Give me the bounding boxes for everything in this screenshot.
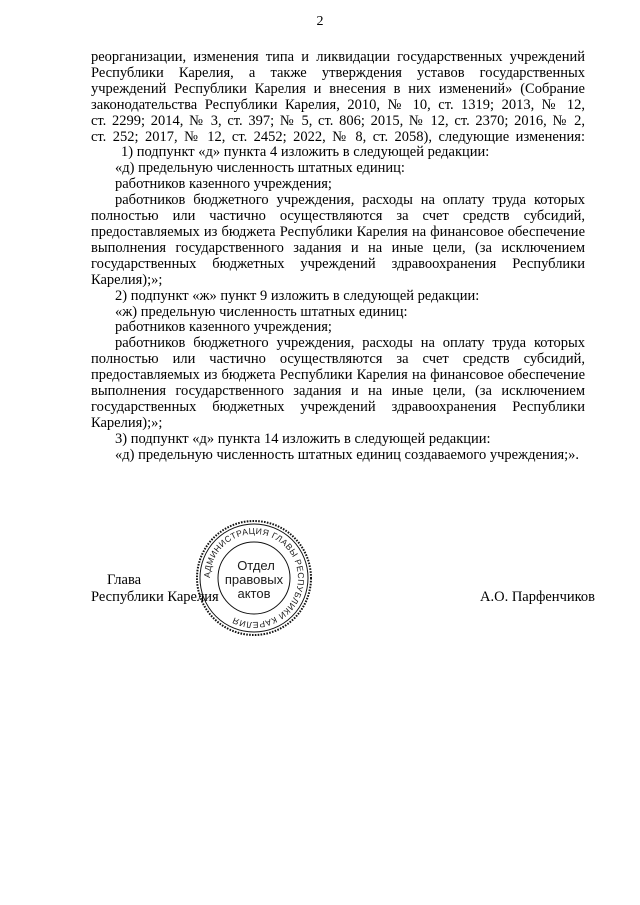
paragraph-line: Республики Карелия, а также утверждения уставов государственных: [91, 64, 585, 81]
signature-name: А.О. Парфенчиков: [480, 589, 596, 605]
page-number: 2: [316, 14, 324, 29]
stamp-line-2: правовых: [224, 572, 284, 587]
paragraph-line: учреждений Республики Карелия и внесения в них изменений» (Собрание: [91, 80, 585, 97]
paragraph: «ж) предельную численность штатных единиц:: [115, 303, 408, 320]
stamp-ring-text: АДМИНИСТРАЦИЯ ГЛАВЫ РЕСПУБЛИКИ КАРЕЛИЯ: [201, 525, 307, 631]
stamp-graphic: [194, 518, 314, 638]
stamp-line-1: Отдел: [237, 558, 275, 573]
paragraph: 1) подпункт «д» пункта 4 изложить в следующей редакции:: [121, 144, 490, 161]
paragraph: работников бюджетного учреждения, расходы на оплату труда которых полностью или частично осуществляются за счет средств субсидий, предоставляемых из бюджета Республики Карелия на финансовое обеспечение выполнения государственного задания и на иные цели, (за исключением государственных бюджетных учреждений здравоохранения Республики Карелия);»;: [91, 192, 585, 288]
paragraph: работников казенного учреждения;: [115, 319, 332, 336]
paragraph-line: законодательства Республики Карелия, 2010, № 10, ст. 1319; 2013, № 12,: [91, 96, 585, 113]
paragraph: 2) подпункт «ж» пункт 9 изложить в следующей редакции:: [115, 287, 480, 304]
paragraph-line: ст. 2299; 2014, № 3, ст. 397; № 5, ст. 806; 2015, № 12, ст. 2370; 2016, № 2,: [91, 112, 585, 129]
document-body: [91, 50, 585, 464]
official-stamp: [194, 518, 314, 638]
paragraph: 3) подпункт «д» пункта 14 изложить в следующей редакции:: [115, 430, 491, 447]
paragraph: работников казенного учреждения;: [115, 176, 332, 193]
signature-title: Глава: [107, 572, 142, 588]
stamp-line-3: актов: [237, 586, 271, 601]
signature-org: Республики Карелия: [91, 589, 219, 605]
paragraph-line: ст. 252; 2017, № 12, ст. 2452; 2022, № 8, ст. 2058), следующие изменения:: [91, 128, 585, 145]
paragraph-line: реорганизации, изменения типа и ликвидации государственных учреждений: [91, 49, 585, 65]
paragraph: работников бюджетного учреждения, расходы на оплату труда которых полностью или частично осуществляются за счет средств субсидий, предоставляемых из бюджета Республики Карелия на финансовое обеспечение выполнения государственного задания и на иные цели, (за исключением государственных бюджетных учреждений здравоохранения Республики Карелия);»;: [91, 335, 585, 431]
paragraph: «д) предельную численность штатных единиц создаваемого учреждения;».: [115, 446, 580, 463]
paragraph: «д) предельную численность штатных единиц:: [115, 160, 405, 177]
